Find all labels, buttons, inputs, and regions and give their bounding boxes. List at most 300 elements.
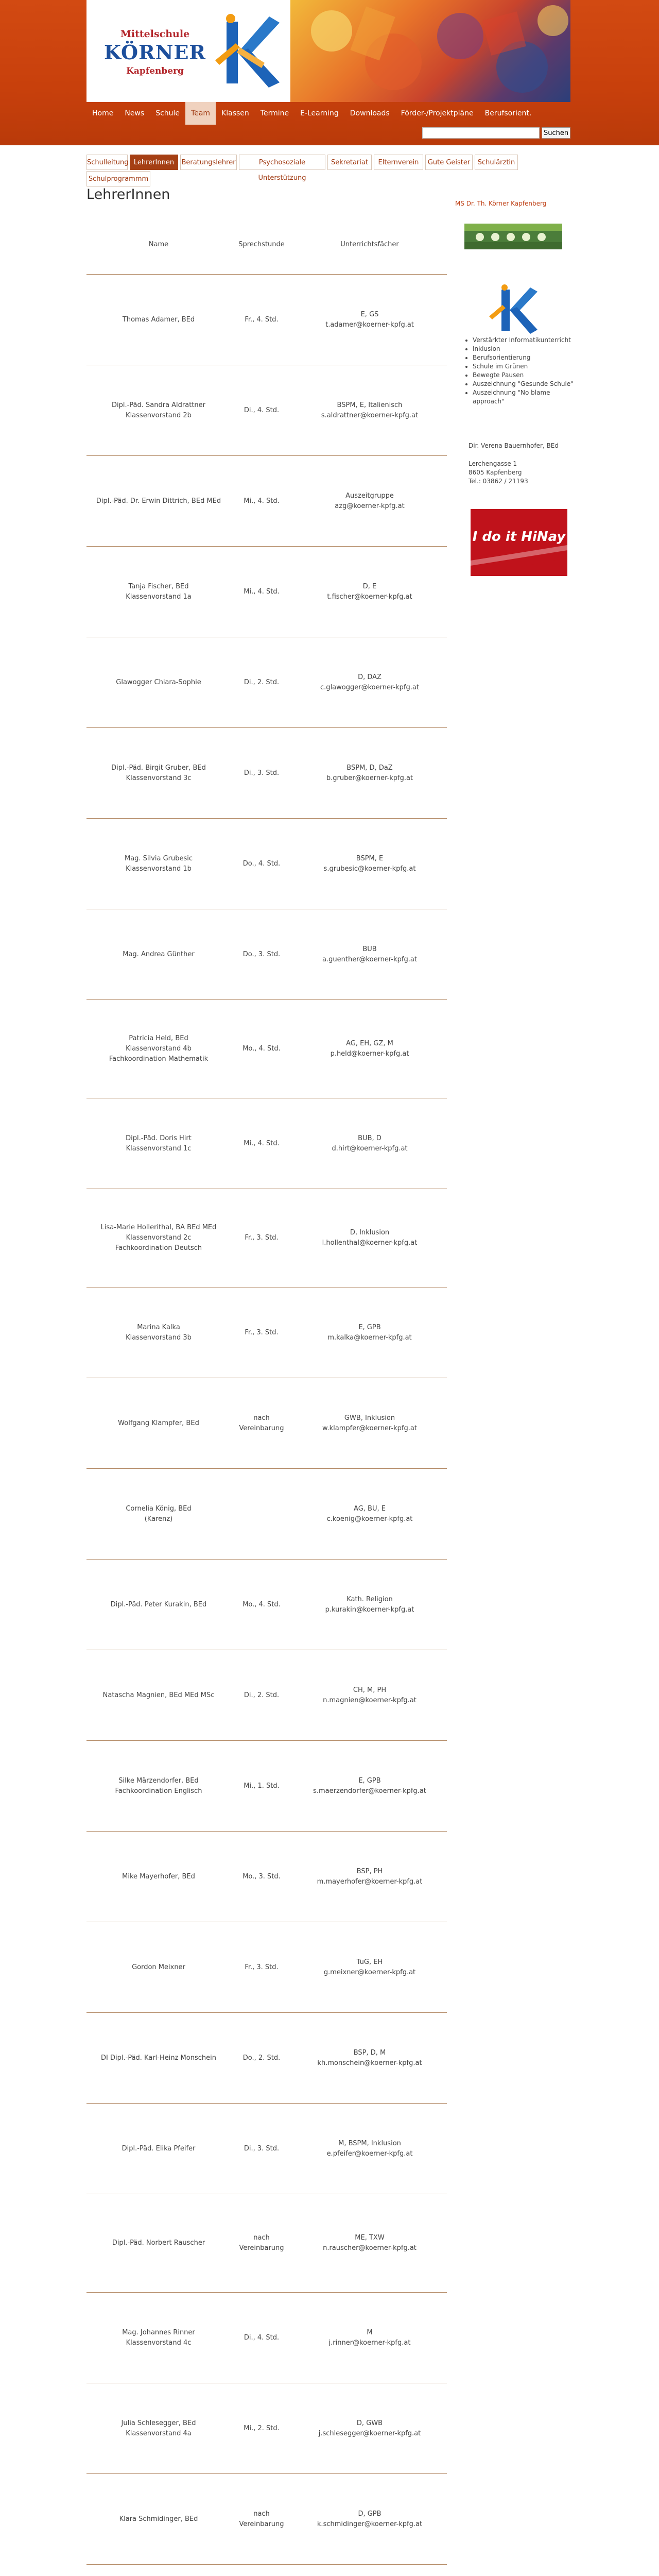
subjects-cell xyxy=(292,2013,447,2103)
teacher-email[interactable]: c.glawogger@koerner-kpfg.at xyxy=(320,683,419,691)
teacher-email[interactable]: t.adamer@koerner-kpfg.at xyxy=(325,320,414,329)
nav-item-5[interactable]: Termine xyxy=(260,109,289,117)
sidebar-title: MS Dr. Th. Körner Kapfenberg xyxy=(455,200,547,207)
teacher-name-cell xyxy=(86,1741,231,1831)
subjects-cell-content xyxy=(322,944,417,965)
table-row xyxy=(86,2194,447,2293)
office-hours-cell-content xyxy=(244,2144,279,2154)
teacher-name-text: Gordon Meixner xyxy=(132,1963,185,1971)
table-row xyxy=(86,2013,447,2104)
subnav-tab-6[interactable]: Gute Geister xyxy=(425,155,473,170)
office-hours-cell xyxy=(231,2293,292,2383)
teacher-name-cell-content xyxy=(122,1872,195,1882)
teacher-name-cell-content xyxy=(112,400,205,421)
office-hours-cell xyxy=(231,1741,292,1831)
table-row xyxy=(86,2474,447,2565)
subjects-cell xyxy=(292,2293,447,2383)
subnav-tab-0[interactable]: Schulleitung xyxy=(86,155,128,170)
subjects-cell-content xyxy=(317,1867,423,1887)
subjects-cell-content xyxy=(322,1228,418,1248)
office-hours-cell xyxy=(231,1378,292,1468)
teacher-email[interactable]: c.koenig@koerner-kpfg.at xyxy=(326,1515,413,1523)
teacher-table xyxy=(86,215,447,2576)
teacher-email[interactable]: b.gruber@koerner-kpfg.at xyxy=(326,774,413,782)
teacher-name-cell-content xyxy=(122,2144,196,2154)
teacher-email[interactable]: m.mayerhofer@koerner-kpfg.at xyxy=(317,1877,423,1886)
teacher-name-text: Silke Märzendorfer, BEd xyxy=(118,1776,199,1785)
teacher-email[interactable]: j.rinner@koerner-kpfg.at xyxy=(328,2338,411,2347)
teacher-name-cell-content xyxy=(126,582,192,602)
teacher-name-cell xyxy=(86,547,231,637)
table-row xyxy=(86,1378,447,1469)
teacher-name-cell-content xyxy=(116,677,201,688)
teacher-name-text: Klassenvorstand 1b xyxy=(126,865,192,873)
subjects-cell xyxy=(292,2383,447,2473)
subjects-cell xyxy=(292,1000,447,1098)
address-line: 8605 Kapfenberg xyxy=(469,469,522,476)
office-hours-text: Mo., 4. Std. xyxy=(242,1600,281,1608)
office-hours-cell xyxy=(231,2104,292,2194)
office-hours-cell-content xyxy=(244,405,279,416)
feature-list-item: • Schule im Grünen xyxy=(473,362,576,371)
subjects-text: Auszeitgruppe xyxy=(345,492,394,500)
teacher-name-cell-content xyxy=(122,2418,196,2439)
school-address xyxy=(469,460,528,486)
nav-item-8[interactable]: Förder-/Projektpläne xyxy=(401,109,474,117)
subjects-cell xyxy=(292,547,447,637)
office-hours-cell-content xyxy=(242,1872,281,1882)
office-hours-text: Mi., 4. Std. xyxy=(244,1139,280,1147)
table-row xyxy=(86,909,447,1000)
office-hours-text: Di., 2. Std. xyxy=(244,1691,280,1699)
teacher-email[interactable]: k.schmidinger@koerner-kpfg.at xyxy=(317,2520,423,2528)
subjects-text: GWB, Inklusion xyxy=(344,1414,395,1422)
school-features-list xyxy=(464,336,576,406)
teacher-email[interactable]: e.pfeifer@koerner-kpfg.at xyxy=(326,2149,413,2158)
table-row xyxy=(86,275,447,365)
teacher-email[interactable]: j.schlesegger@koerner-kpfg.at xyxy=(318,2429,421,2437)
banner-artwork-icon xyxy=(290,0,570,102)
teacher-name-cell xyxy=(86,1378,231,1468)
teacher-email[interactable]: p.held@koerner-kpfg.at xyxy=(330,1050,409,1058)
subjects-cell-content xyxy=(321,400,418,421)
address-line: Lerchengasse 1 xyxy=(469,460,517,467)
teacher-email[interactable]: w.klampfer@koerner-kpfg.at xyxy=(322,1424,417,1432)
teacher-name-cell xyxy=(86,1098,231,1189)
office-hours-cell xyxy=(231,728,292,818)
office-hours-text: Mo., 3. Std. xyxy=(242,1872,281,1880)
teacher-name-cell-content xyxy=(119,2514,198,2524)
teacher-name-text: Dipl.-Päd. Doris Hirt xyxy=(126,1134,192,1142)
subjects-cell xyxy=(292,1560,447,1650)
teacher-email[interactable]: p.kurakin@koerner-kpfg.at xyxy=(325,1605,414,1614)
nav-item-0[interactable]: Home xyxy=(92,109,114,117)
subjects-cell-content xyxy=(332,1133,407,1154)
table-row xyxy=(86,728,447,819)
teacher-name-cell xyxy=(86,1560,231,1650)
office-hours-text: Mo., 4. Std. xyxy=(242,1045,281,1053)
table-row xyxy=(86,1000,447,1098)
subjects-text: BSP, D, M xyxy=(353,2048,386,2057)
teacher-name-text: Dipl.-Päd. Dr. Erwin Dittrich, BEd MEd xyxy=(96,497,221,505)
office-hours-text: Mi., 4. Std. xyxy=(244,497,280,505)
teacher-name-cell xyxy=(86,275,231,365)
teacher-name-cell-content xyxy=(122,2328,195,2348)
subjects-cell xyxy=(292,456,447,546)
teacher-name-cell-content xyxy=(118,1418,199,1429)
office-hours-cell-content xyxy=(244,1781,280,1791)
teacher-name-cell-content xyxy=(126,1133,192,1154)
teacher-name-text: Thomas Adamer, BEd xyxy=(122,315,195,324)
office-hours-cell xyxy=(231,2383,292,2473)
office-hours-cell xyxy=(231,2474,292,2564)
teacher-name-cell xyxy=(86,728,231,818)
subjects-cell-content xyxy=(317,2048,422,2069)
subjects-text: AG, EH, GZ, M xyxy=(346,1040,393,1047)
nav-item-7[interactable]: Downloads xyxy=(350,109,390,117)
subjects-cell-content xyxy=(335,491,404,512)
subjects-cell xyxy=(292,637,447,727)
teacher-name-text: Dipl.-Päd. Sandra Aldrattner xyxy=(111,401,206,409)
teacher-name-cell-content xyxy=(109,1033,208,1064)
teacher-name-cell-content xyxy=(123,950,194,960)
office-hours-text: Di., 2. Std. xyxy=(244,678,280,686)
teacher-name-cell-content xyxy=(126,1504,191,1524)
teacher-name-text: Klara Schmidinger, BEd xyxy=(119,2515,198,2523)
subjects-text: BSPM, E, Italienisch xyxy=(337,401,403,409)
office-hours-cell xyxy=(231,1098,292,1189)
office-hours-cell-content xyxy=(244,2424,280,2434)
subjects-cell xyxy=(292,2474,447,2564)
column-header-office-hours xyxy=(231,215,292,274)
subjects-text: M xyxy=(367,2328,373,2336)
office-hours-text: Di., 4. Std. xyxy=(244,2333,280,2342)
subnav-tab-7[interactable]: Schulärztin xyxy=(475,155,518,170)
search-bar xyxy=(86,126,570,141)
teacher-name-text: (Karenz) xyxy=(144,1515,173,1523)
subjects-text: E, GS xyxy=(360,310,379,318)
teacher-email[interactable]: azg@koerner-kpfg.at xyxy=(335,502,405,510)
table-row xyxy=(86,1287,447,1378)
logo-line-2: KÖRNER xyxy=(104,41,206,64)
table-row xyxy=(86,1832,447,1922)
office-hours-text: Fr., 3. Std. xyxy=(245,1328,279,1336)
office-hours-text: nach Vereinbarung xyxy=(239,2510,284,2528)
hinway-logo-icon xyxy=(471,509,567,576)
subjects-cell-content xyxy=(320,672,419,693)
hinway-badge[interactable] xyxy=(471,509,567,576)
subjects-cell-content xyxy=(325,310,414,330)
subjects-cell xyxy=(292,1832,447,1922)
teacher-name-cell xyxy=(86,1922,231,2012)
teacher-name-cell xyxy=(86,1287,231,1378)
header-banner-image xyxy=(290,0,570,102)
teacher-email[interactable]: a.guenther@koerner-kpfg.at xyxy=(322,955,417,963)
teacher-name-text: Mag. Silvia Grubesic xyxy=(124,854,193,862)
table-body xyxy=(86,275,447,2576)
office-hours-text: Mi., 2. Std. xyxy=(244,2424,280,2432)
office-hours-text: Do., 4. Std. xyxy=(242,859,281,868)
table-row xyxy=(86,2293,447,2383)
teacher-email[interactable]: g.meixner@koerner-kpfg.at xyxy=(323,1968,416,1976)
teacher-name-cell-content xyxy=(101,1223,217,1253)
office-hours-text: Do., 2. Std. xyxy=(242,2054,281,2062)
subjects-text: AG, BU, E xyxy=(354,1504,386,1513)
subjects-cell-content xyxy=(327,582,412,602)
table-row xyxy=(86,1189,447,1287)
table-row xyxy=(86,1098,447,1189)
table-row xyxy=(86,1560,447,1650)
teacher-name-cell xyxy=(86,1650,231,1740)
subjects-text: CH, M, PH xyxy=(353,1686,387,1694)
subnav-tab-3[interactable]: Psychosoziale Unterstützung xyxy=(239,155,325,170)
office-hours-text: nach Vereinbarung xyxy=(239,1414,284,1432)
subjects-text: ME, TXW xyxy=(355,2234,385,2242)
teacher-email[interactable]: s.aldrattner@koerner-kpfg.at xyxy=(321,411,419,419)
subjects-text: BUB, D xyxy=(358,1134,381,1142)
office-hours-cell xyxy=(231,2013,292,2103)
subjects-cell xyxy=(292,819,447,909)
teacher-email[interactable]: n.rauscher@koerner-kpfg.at xyxy=(323,2244,417,2252)
office-hours-cell-content xyxy=(231,1413,292,1434)
school-k-logo-icon xyxy=(484,284,541,335)
office-hours-cell xyxy=(231,1650,292,1740)
office-hours-text: Mi., 4. Std. xyxy=(244,587,280,596)
search-input[interactable] xyxy=(422,127,540,139)
office-hours-cell xyxy=(231,1922,292,2012)
subjects-cell-content xyxy=(327,1504,413,1524)
teacher-name-text: Fachkoordination Englisch xyxy=(115,1787,202,1795)
office-hours-cell-content xyxy=(244,1139,280,1149)
teacher-name-text: Mike Mayerhofer, BEd xyxy=(122,1872,195,1880)
office-hours-cell xyxy=(231,1832,292,1922)
office-hours-cell-content xyxy=(245,1962,278,1973)
subjects-cell-content xyxy=(331,1039,409,1059)
subnav-tab-4[interactable]: Sekretariat xyxy=(327,155,372,170)
teacher-email[interactable]: l.hollenthal@koerner-kpfg.at xyxy=(322,1239,418,1247)
subjects-text: TuG, EH xyxy=(356,1958,383,1966)
subjects-cell xyxy=(292,1378,447,1468)
table-row xyxy=(86,1922,447,2013)
subjects-cell-content xyxy=(313,1776,426,1797)
teacher-name-cell xyxy=(86,2293,231,2383)
teacher-name-text: Klassenvorstand 4a xyxy=(126,2429,192,2437)
k-figure-icon xyxy=(215,11,282,89)
office-hours-text: Do., 3. Std. xyxy=(242,950,281,958)
office-hours-cell xyxy=(231,2194,292,2292)
column-header-subjects xyxy=(292,215,447,274)
teacher-name-text: Mag. Andrea Günther xyxy=(123,950,195,958)
teacher-name-text: Lisa-Marie Hollerithal, BA BEd MEd xyxy=(100,1224,217,1231)
subjects-cell xyxy=(292,1741,447,1831)
teacher-name-text: Wolfgang Klampfer, BEd xyxy=(118,1419,199,1427)
subnav-tab-8[interactable]: Schulprogrammm xyxy=(86,171,150,187)
office-hours-cell xyxy=(231,1000,292,1098)
subjects-cell xyxy=(292,1189,447,1287)
office-hours-text: Di., 3. Std. xyxy=(244,2144,280,2153)
page-title: LehrerInnen xyxy=(86,187,170,202)
subjects-cell xyxy=(292,2104,447,2194)
feature-list-item: • Auszeichnung "No blame approach" xyxy=(473,388,576,406)
teacher-name-text: Dipl.-Päd. Norbert Rauscher xyxy=(112,2239,205,2247)
teacher-name-cell-content xyxy=(101,2053,216,2063)
column-header-name xyxy=(86,215,231,274)
teacher-name-cell xyxy=(86,365,231,455)
subjects-cell-content xyxy=(326,763,413,784)
table-row xyxy=(86,2565,447,2576)
school-logo[interactable] xyxy=(86,0,290,102)
teacher-name-cell xyxy=(86,1189,231,1287)
main-navigation xyxy=(86,102,570,125)
teacher-email[interactable]: kh.monschein@koerner-kpfg.at xyxy=(317,2059,422,2067)
teacher-name-text: Klassenvorstand 3c xyxy=(126,774,192,782)
teacher-name-cell-content xyxy=(111,763,206,784)
subjects-cell xyxy=(292,1098,447,1189)
nav-item-4[interactable]: Klassen xyxy=(221,109,249,117)
teacher-name-text: Natascha Magnien, BEd MEd MSc xyxy=(102,1691,215,1699)
table-row xyxy=(86,365,447,456)
teacher-name-cell xyxy=(86,1832,231,1922)
teacher-name-text: Fachkoordination Mathematik xyxy=(109,1055,209,1063)
nav-item-9[interactable]: Berufsorient. xyxy=(484,109,532,117)
table-header-row xyxy=(86,215,447,275)
office-hours-cell-content xyxy=(244,768,279,778)
office-hours-cell-content xyxy=(243,2053,280,2063)
nav-item-6[interactable]: E-Learning xyxy=(300,109,339,117)
gesunde-schule-award-image xyxy=(464,224,562,249)
table-row xyxy=(86,456,447,547)
subjects-cell-content xyxy=(322,1413,417,1434)
search-button[interactable]: Suchen xyxy=(542,127,570,139)
office-hours-cell-content xyxy=(244,1690,279,1701)
site-header xyxy=(86,0,570,145)
office-hours-cell xyxy=(231,909,292,999)
subjects-cell-content xyxy=(327,2139,413,2159)
subjects-text: M, BSPM, Inklusion xyxy=(338,2139,401,2147)
feature-list-item: • Bewegte Pausen xyxy=(473,371,576,380)
subjects-cell xyxy=(292,365,447,455)
column-header-subjects-text: Unterrichtsfächer xyxy=(340,240,399,248)
teacher-name-text: Cornelia König, BEd xyxy=(126,1504,192,1513)
teacher-name-cell xyxy=(86,456,231,546)
office-hours-cell xyxy=(231,637,292,727)
teacher-name-text: Dipl.-Päd. Elika Pfeifer xyxy=(122,2144,196,2153)
logo-line-3: Kapfenberg xyxy=(126,66,184,76)
teacher-name-cell-content xyxy=(126,1323,192,1343)
subjects-text: BSPM, D, DaZ xyxy=(346,764,393,772)
teacher-name-cell-content xyxy=(112,2238,205,2248)
office-hours-cell-content xyxy=(231,2509,292,2530)
teacher-name-text: DI Dipl.-Päd. Karl-Heinz Monschein xyxy=(101,2054,216,2062)
subjects-text: Kath. Religion xyxy=(346,1595,393,1603)
subjects-cell-content xyxy=(323,1685,417,1706)
teacher-email[interactable]: s.maerzendorfer@koerner-kpfg.at xyxy=(313,1787,426,1795)
office-hours-cell xyxy=(231,365,292,455)
address-line: Tel.: 03862 / 21193 xyxy=(469,478,528,485)
office-hours-text: nach Vereinbarung xyxy=(239,2234,284,2252)
subjects-cell xyxy=(292,1469,447,1559)
column-header-office-hours-text: Sprechstunde xyxy=(238,240,285,248)
office-hours-cell-content xyxy=(243,950,280,960)
teacher-name-cell-content xyxy=(111,1600,206,1610)
office-hours-text: Fr., 3. Std. xyxy=(245,1963,279,1971)
sub-navigation xyxy=(86,145,570,187)
teacher-name-text: Dipl.-Päd. Birgit Gruber, BEd xyxy=(111,764,206,772)
subjects-cell xyxy=(292,728,447,818)
subjects-cell xyxy=(292,1287,447,1378)
teacher-name-text: Patricia Held, BEd xyxy=(129,1035,188,1042)
teacher-name-cell-content xyxy=(96,496,221,506)
office-hours-cell xyxy=(231,275,292,365)
teacher-email[interactable]: d.hirt@koerner-kpfg.at xyxy=(332,1144,408,1153)
office-hours-cell xyxy=(231,456,292,546)
table-row xyxy=(86,547,447,637)
subjects-cell-content xyxy=(327,1323,411,1343)
office-hours-cell xyxy=(231,819,292,909)
nav-item-3[interactable]: Team xyxy=(185,102,216,125)
subjects-cell-content xyxy=(325,1595,414,1615)
teacher-email[interactable]: n.magnien@koerner-kpfg.at xyxy=(323,1696,417,1704)
office-hours-text: Fr., 4. Std. xyxy=(245,315,279,324)
teacher-email[interactable]: m.kalka@koerner-kpfg.at xyxy=(327,1333,412,1342)
subjects-cell xyxy=(292,909,447,999)
subjects-text: E, GPB xyxy=(358,1323,381,1331)
subjects-cell-content xyxy=(323,2233,417,2253)
subjects-text: D, GPB xyxy=(358,2510,381,2518)
office-hours-cell-content xyxy=(244,2333,279,2343)
office-hours-cell xyxy=(231,1469,292,1559)
office-hours-cell xyxy=(231,547,292,637)
table-row xyxy=(86,2383,447,2474)
nav-item-2[interactable]: Schule xyxy=(155,109,180,117)
teacher-name-cell-content xyxy=(132,1962,185,1973)
column-header-name-text: Name xyxy=(148,240,169,248)
subnav-tab-1[interactable]: LehrerInnen xyxy=(130,155,178,170)
teacher-name-text: Klassenvorstand 1c xyxy=(126,1144,192,1153)
subjects-cell-content xyxy=(319,2418,421,2439)
subjects-cell-content xyxy=(317,2509,422,2530)
teacher-email[interactable]: t.fischer@koerner-kpfg.at xyxy=(327,592,412,601)
table-row xyxy=(86,819,447,909)
logo-line-1: Mittelschule xyxy=(120,28,190,40)
office-hours-cell-content xyxy=(231,2233,292,2253)
teacher-name-text: Fachkoordination Deutsch xyxy=(115,1244,202,1252)
teacher-name-cell xyxy=(86,2565,231,2576)
teacher-name-cell xyxy=(86,819,231,909)
teacher-name-cell xyxy=(86,2383,231,2473)
subjects-cell xyxy=(292,1650,447,1740)
subnav-tab-2[interactable]: Beratungslehrer xyxy=(180,155,237,170)
teacher-name-text: Dipl.-Päd. Peter Kurakin, BEd xyxy=(110,1600,207,1608)
teacher-name-cell xyxy=(86,2194,231,2292)
teacher-name-text: Tanja Fischer, BEd xyxy=(128,582,189,590)
subjects-cell-content xyxy=(324,854,416,874)
principal-name: Dir. Verena Bauernhofer, BEd xyxy=(469,442,559,449)
office-hours-cell xyxy=(231,1189,292,1287)
teacher-email[interactable]: s.grubesic@koerner-kpfg.at xyxy=(323,865,416,873)
teacher-name-text: Klassenvorstand 1a xyxy=(126,592,192,601)
table-row xyxy=(86,1650,447,1741)
teacher-name-text: Klassenvorstand 4c xyxy=(126,2338,192,2347)
subjects-cell-content xyxy=(324,1957,415,1978)
subjects-text: D, E xyxy=(362,582,377,590)
office-hours-cell-content xyxy=(243,859,280,869)
office-hours-cell-content xyxy=(245,315,278,325)
teacher-name-text: Klassenvorstand 2b xyxy=(126,411,192,419)
teacher-name-cell xyxy=(86,1469,231,1559)
subnav-tab-5[interactable]: Elternverein xyxy=(374,155,423,170)
nav-item-1[interactable]: News xyxy=(125,109,145,117)
